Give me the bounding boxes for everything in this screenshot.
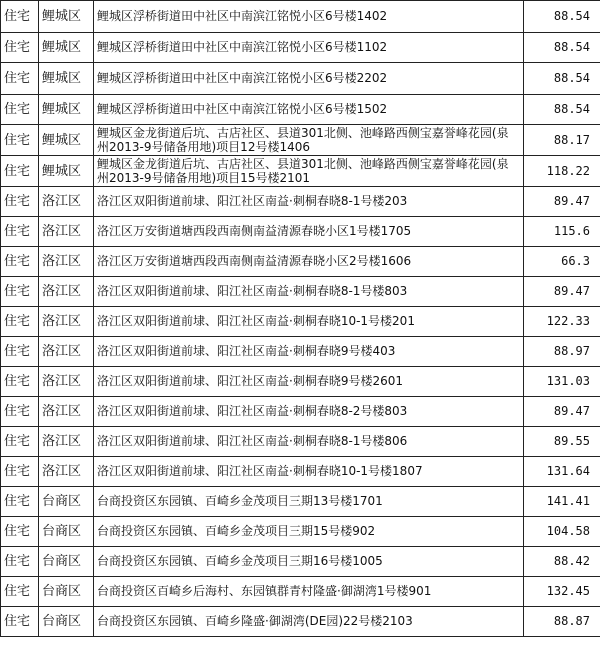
district-cell: 鲤城区 bbox=[39, 95, 94, 125]
table-row bbox=[1, 187, 600, 217]
area-cell: 88.54 bbox=[524, 95, 600, 125]
area-cell: 66.3 bbox=[524, 247, 600, 277]
area-cell: 88.17 bbox=[524, 125, 600, 156]
address-cell: 鲤城区金龙街道后坑、古店社区、县道301北侧、池峰路西侧宝嘉誉峰花园(泉州2013-9号储备用地)项目12号楼1406 bbox=[94, 125, 524, 156]
area-cell: 89.47 bbox=[524, 277, 600, 307]
address-cell: 洛江区双阳街道前埭、阳江社区南益·刺桐春晓8-2号楼803 bbox=[94, 397, 524, 427]
area-cell: 132.45 bbox=[524, 577, 600, 607]
property-type-cell: 住宅 bbox=[1, 125, 39, 156]
address-cell: 洛江区双阳街道前埭、阳江社区南益·刺桐春晓10-1号楼1807 bbox=[94, 457, 524, 487]
area-cell: 122.33 bbox=[524, 307, 600, 337]
area-cell: 88.97 bbox=[524, 337, 600, 367]
table-row bbox=[1, 307, 600, 337]
area-cell: 89.47 bbox=[524, 397, 600, 427]
district-cell: 洛江区 bbox=[39, 397, 94, 427]
area-cell: 88.42 bbox=[524, 547, 600, 577]
property-type-cell: 住宅 bbox=[1, 457, 39, 487]
table-row bbox=[1, 125, 600, 156]
district-cell: 洛江区 bbox=[39, 277, 94, 307]
address-cell: 鲤城区浮桥街道田中社区中南滨江铭悦小区6号楼1402 bbox=[94, 1, 524, 33]
area-cell: 131.03 bbox=[524, 367, 600, 397]
area-cell: 88.54 bbox=[524, 63, 600, 95]
table-row bbox=[1, 427, 600, 457]
property-type-cell: 住宅 bbox=[1, 95, 39, 125]
table-row bbox=[1, 33, 600, 63]
district-cell: 洛江区 bbox=[39, 187, 94, 217]
address-cell: 台商投资区东园镇、百崎乡金茂项目三期16号楼1005 bbox=[94, 547, 524, 577]
address-cell: 洛江区双阳街道前埭、阳江社区南益·刺桐春晓8-1号楼803 bbox=[94, 277, 524, 307]
table-row bbox=[1, 607, 600, 637]
property-type-cell: 住宅 bbox=[1, 577, 39, 607]
property-type-cell: 住宅 bbox=[1, 607, 39, 637]
table-row bbox=[1, 367, 600, 397]
district-cell: 洛江区 bbox=[39, 427, 94, 457]
property-type-cell: 住宅 bbox=[1, 1, 39, 33]
area-cell: 141.41 bbox=[524, 487, 600, 517]
address-cell: 洛江区双阳街道前埭、阳江社区南益·刺桐春晓9号楼403 bbox=[94, 337, 524, 367]
address-cell: 鲤城区金龙街道后坑、古店社区、县道301北侧、池峰路西侧宝嘉誉峰花园(泉州2013-9号储备用地)项目15号楼2101 bbox=[94, 156, 524, 187]
table-row bbox=[1, 217, 600, 247]
address-cell: 洛江区双阳街道前埭、阳江社区南益·刺桐春晓8-1号楼806 bbox=[94, 427, 524, 457]
address-cell: 台商投资区东园镇、百崎乡金茂项目三期15号楼902 bbox=[94, 517, 524, 547]
property-type-cell: 住宅 bbox=[1, 63, 39, 95]
district-cell: 台商区 bbox=[39, 487, 94, 517]
area-cell: 104.58 bbox=[524, 517, 600, 547]
address-cell: 台商投资区东园镇、百崎乡金茂项目三期13号楼1701 bbox=[94, 487, 524, 517]
property-type-cell: 住宅 bbox=[1, 307, 39, 337]
district-cell: 台商区 bbox=[39, 547, 94, 577]
address-cell: 洛江区双阳街道前埭、阳江社区南益·刺桐春晓10-1号楼201 bbox=[94, 307, 524, 337]
property-type-cell: 住宅 bbox=[1, 367, 39, 397]
address-cell: 洛江区万安街道塘西段西南侧南益清源春晓小区1号楼1705 bbox=[94, 217, 524, 247]
district-cell: 洛江区 bbox=[39, 247, 94, 277]
table-row bbox=[1, 547, 600, 577]
table-row bbox=[1, 337, 600, 367]
table-row bbox=[1, 457, 600, 487]
table-row bbox=[1, 247, 600, 277]
district-cell: 鲤城区 bbox=[39, 156, 94, 187]
district-cell: 洛江区 bbox=[39, 307, 94, 337]
property-type-cell: 住宅 bbox=[1, 277, 39, 307]
area-cell: 118.22 bbox=[524, 156, 600, 187]
table-row bbox=[1, 277, 600, 307]
property-type-cell: 住宅 bbox=[1, 217, 39, 247]
property-type-cell: 住宅 bbox=[1, 547, 39, 577]
area-cell: 88.54 bbox=[524, 33, 600, 63]
address-cell: 台商投资区百崎乡后海村、东园镇群青村隆盛·御湖湾1号楼901 bbox=[94, 577, 524, 607]
district-cell: 台商区 bbox=[39, 577, 94, 607]
address-cell: 鲤城区浮桥街道田中社区中南滨江铭悦小区6号楼1102 bbox=[94, 33, 524, 63]
area-cell: 88.54 bbox=[524, 1, 600, 33]
table-row bbox=[1, 95, 600, 125]
property-type-cell: 住宅 bbox=[1, 517, 39, 547]
district-cell: 洛江区 bbox=[39, 337, 94, 367]
address-cell: 鲤城区浮桥街道田中社区中南滨江铭悦小区6号楼2202 bbox=[94, 63, 524, 95]
table-row bbox=[1, 487, 600, 517]
property-type-cell: 住宅 bbox=[1, 247, 39, 277]
district-cell: 洛江区 bbox=[39, 367, 94, 397]
area-cell: 88.87 bbox=[524, 607, 600, 637]
property-type-cell: 住宅 bbox=[1, 337, 39, 367]
area-cell: 115.6 bbox=[524, 217, 600, 247]
district-cell: 洛江区 bbox=[39, 457, 94, 487]
district-cell: 台商区 bbox=[39, 607, 94, 637]
property-type-cell: 住宅 bbox=[1, 397, 39, 427]
property-type-cell: 住宅 bbox=[1, 187, 39, 217]
table-row bbox=[1, 397, 600, 427]
property-type-cell: 住宅 bbox=[1, 33, 39, 63]
area-cell: 89.47 bbox=[524, 187, 600, 217]
address-cell: 鲤城区浮桥街道田中社区中南滨江铭悦小区6号楼1502 bbox=[94, 95, 524, 125]
property-type-cell: 住宅 bbox=[1, 156, 39, 187]
property-type-cell: 住宅 bbox=[1, 427, 39, 457]
address-cell: 洛江区双阳街道前埭、阳江社区南益·刺桐春晓8-1号楼203 bbox=[94, 187, 524, 217]
district-cell: 洛江区 bbox=[39, 217, 94, 247]
district-cell: 鲤城区 bbox=[39, 63, 94, 95]
property-type-cell: 住宅 bbox=[1, 487, 39, 517]
table-row bbox=[1, 517, 600, 547]
table-row bbox=[1, 1, 600, 33]
table-row bbox=[1, 63, 600, 95]
table-row bbox=[1, 156, 600, 187]
address-cell: 洛江区双阳街道前埭、阳江社区南益·刺桐春晓9号楼2601 bbox=[94, 367, 524, 397]
address-cell: 洛江区万安街道塘西段西南侧南益清源春晓小区2号楼1606 bbox=[94, 247, 524, 277]
district-cell: 台商区 bbox=[39, 517, 94, 547]
district-cell: 鲤城区 bbox=[39, 125, 94, 156]
district-cell: 鲤城区 bbox=[39, 1, 94, 33]
area-cell: 89.55 bbox=[524, 427, 600, 457]
table-row bbox=[1, 577, 600, 607]
address-cell: 台商投资区东园镇、百崎乡隆盛·御湖湾(DE园)22号楼2103 bbox=[94, 607, 524, 637]
area-cell: 131.64 bbox=[524, 457, 600, 487]
district-cell: 鲤城区 bbox=[39, 33, 94, 63]
